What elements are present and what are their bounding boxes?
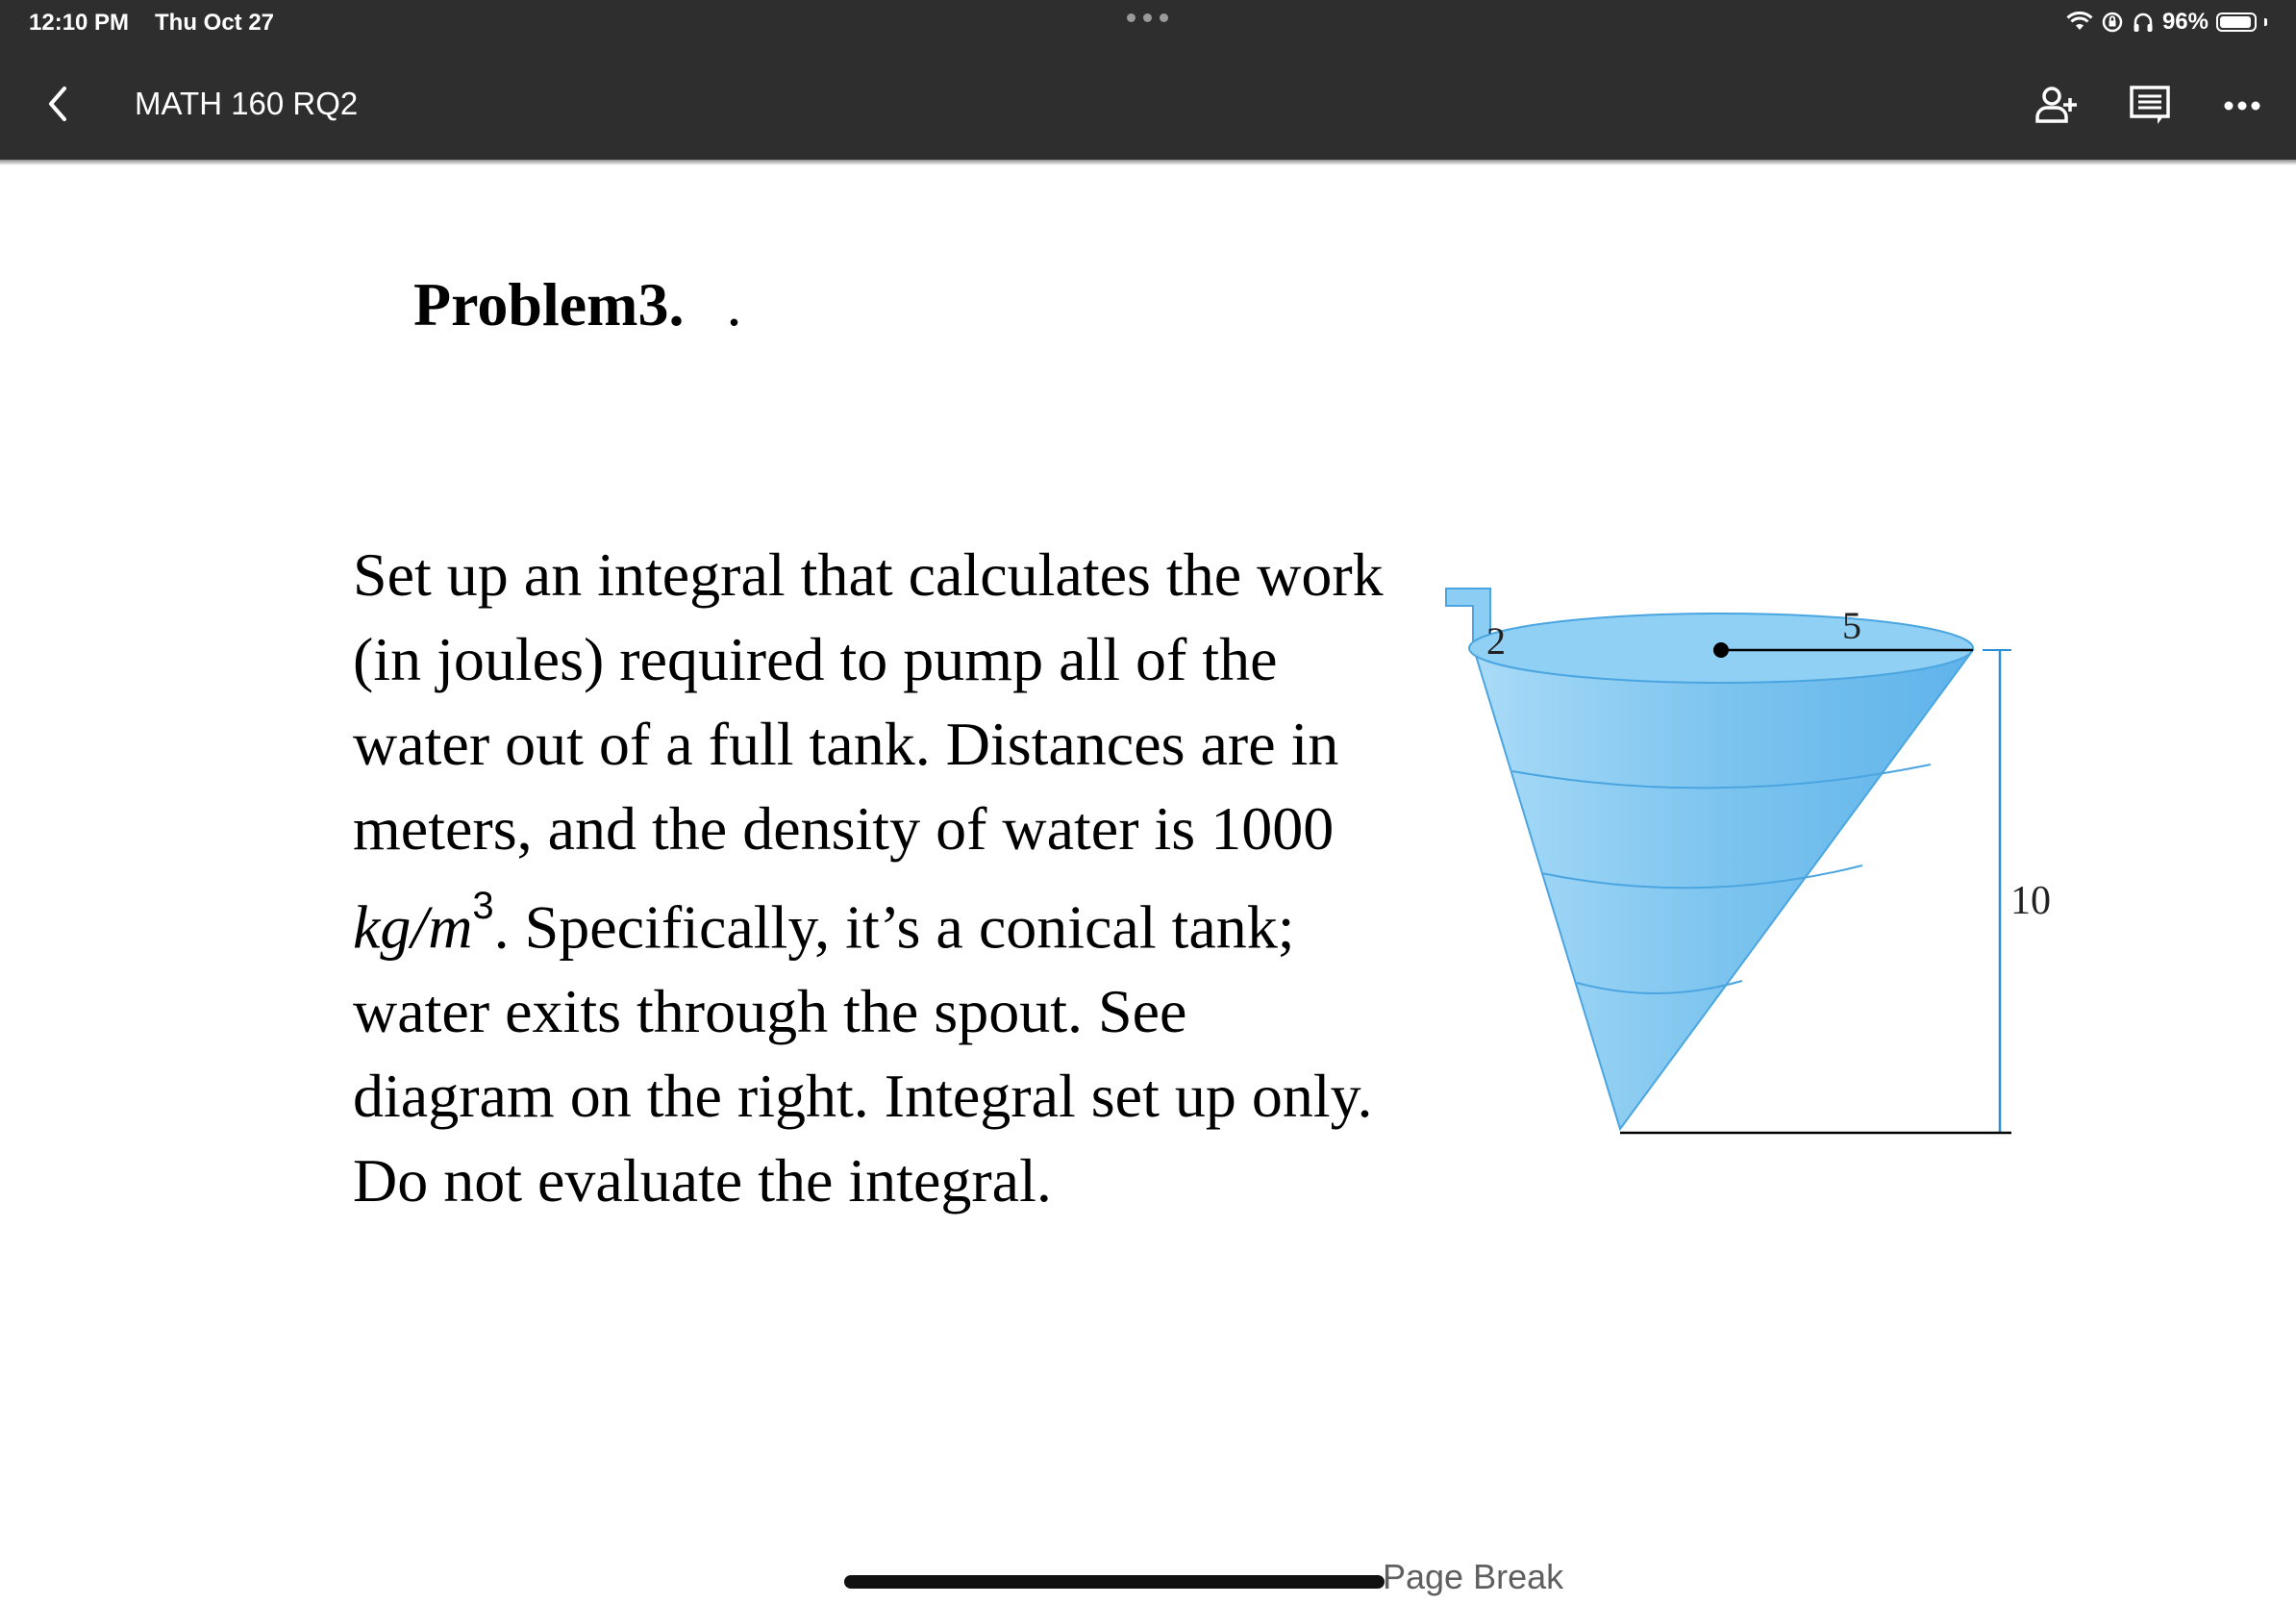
status-indicators — [2066, 8, 2267, 37]
battery-icon — [2216, 13, 2257, 32]
comments-icon — [2129, 85, 2171, 127]
add-person-icon — [2034, 85, 2081, 127]
document-title: MATH 160 RQ2 — [135, 86, 359, 121]
chevron-left-icon — [45, 85, 70, 123]
page-break-label: Page Break — [1383, 1557, 1564, 1596]
density-exponent: 3 — [472, 885, 494, 927]
problem-text-part1: Set up an integral that calculates the work (in joules) required to pump all of the water out of a full tank. Distances are in meters, and the density of water is 1000 — [353, 540, 1384, 863]
status-date: Thu Oct 27 — [155, 10, 275, 36]
problem-statement — [353, 533, 1391, 1223]
status-time: 12:10 PM — [29, 10, 130, 36]
problem-heading-trailing: . — [726, 270, 742, 338]
battery-level-fill — [2220, 16, 2251, 28]
more-icon — [2223, 100, 2261, 112]
top-bar — [0, 0, 2296, 160]
problem-heading-text: Problem3. — [413, 270, 685, 338]
height-label: 10 — [2010, 879, 2051, 923]
headphones-icon — [2132, 11, 2155, 34]
conical-tank-diagram — [1433, 567, 2086, 1164]
spout-height-label: 2 — [1486, 619, 1506, 663]
comments-button[interactable] — [2121, 77, 2179, 135]
share-add-person-button[interactable] — [2029, 77, 2086, 135]
density-units: kg/m — [353, 892, 473, 962]
orientation-lock-icon — [2101, 11, 2124, 34]
multitasking-dots-icon[interactable] — [1127, 13, 1168, 22]
battery-percent: 96% — [2161, 9, 2209, 35]
home-indicator[interactable] — [844, 1575, 1385, 1589]
back-button[interactable] — [35, 77, 81, 131]
problem-text-part2: . Specifically, it’s a conical tank; water exits through the spout. See diagram on the right. Integral set up only. Do not evaluate the integral. — [353, 892, 1373, 1216]
radius-label: 5 — [1842, 604, 1861, 647]
battery-tip — [2264, 18, 2267, 26]
top-bar-shadow — [0, 160, 2296, 165]
more-options-button[interactable] — [2213, 77, 2271, 135]
problem-heading — [413, 264, 741, 345]
wifi-icon — [2066, 12, 2093, 33]
